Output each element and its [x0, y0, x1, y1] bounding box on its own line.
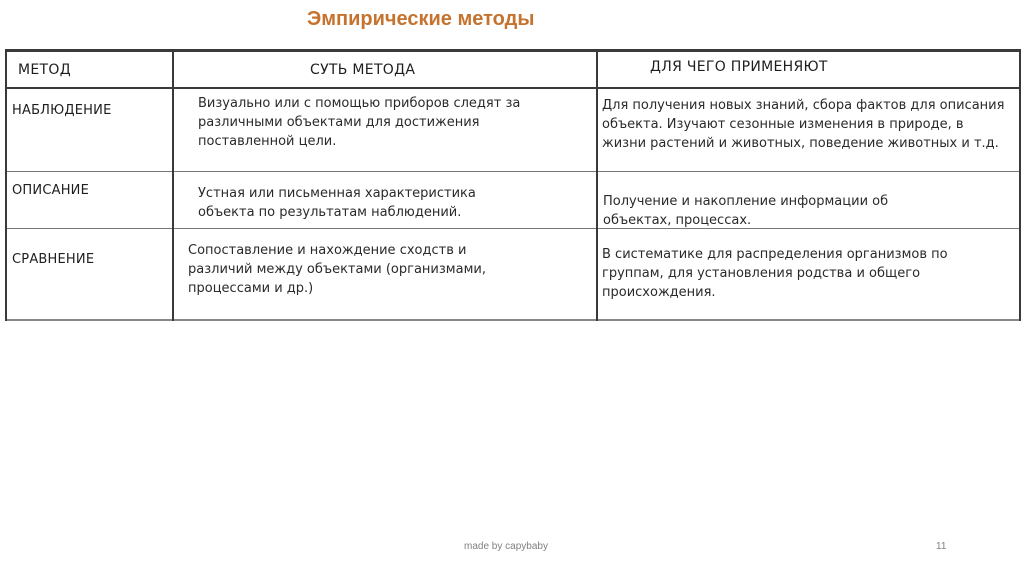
left-border — [5, 49, 7, 321]
method-description: ОПИСАНИЕ — [12, 183, 90, 198]
row-divider-3 — [5, 319, 1021, 321]
essence-comparison: Сопоставление и нахождение сходств и различий между объектами (организмами, процессами и др.) — [188, 243, 486, 296]
header-essence: СУТЬ МЕТОДА — [310, 62, 416, 78]
col-divider-2 — [596, 52, 598, 321]
methods-table — [5, 49, 1021, 321]
essence-observation: Визуально или с помощью приборов следят за различными объектами для достижения поставленной цели. — [198, 96, 521, 149]
method-observation: НАБЛЮДЕНИЕ — [12, 103, 112, 118]
footer-credit: made by capybaby — [464, 541, 548, 552]
col-divider-1 — [172, 52, 174, 321]
purpose-observation: Для получения новых знаний, сбора фактов для описания объекта. Изучают сезонные изменения в природе, в жизни растений и животных, поведение животных и т.д. — [602, 98, 1005, 151]
slide-title: Эмпирические методы — [307, 8, 535, 30]
method-comparison: СРАВНЕНИЕ — [12, 252, 95, 267]
row-divider-1 — [5, 171, 1021, 172]
header-purpose: ДЛЯ ЧЕГО ПРИМЕНЯЮТ — [650, 59, 828, 75]
header-method: МЕТОД — [18, 62, 71, 78]
header-divider — [5, 87, 1021, 89]
purpose-comparison: В систематике для распределения организмов по группам, для установления родства и общего происхождения. — [602, 247, 948, 300]
essence-description: Устная или письменная характеристика объекта по результатам наблюдений. — [198, 186, 476, 220]
purpose-description: Получение и накопление информации об объектах, процессах. — [603, 194, 889, 228]
right-border — [1019, 49, 1021, 321]
table-top-border — [5, 49, 1021, 52]
page-number: 11 — [936, 541, 947, 552]
